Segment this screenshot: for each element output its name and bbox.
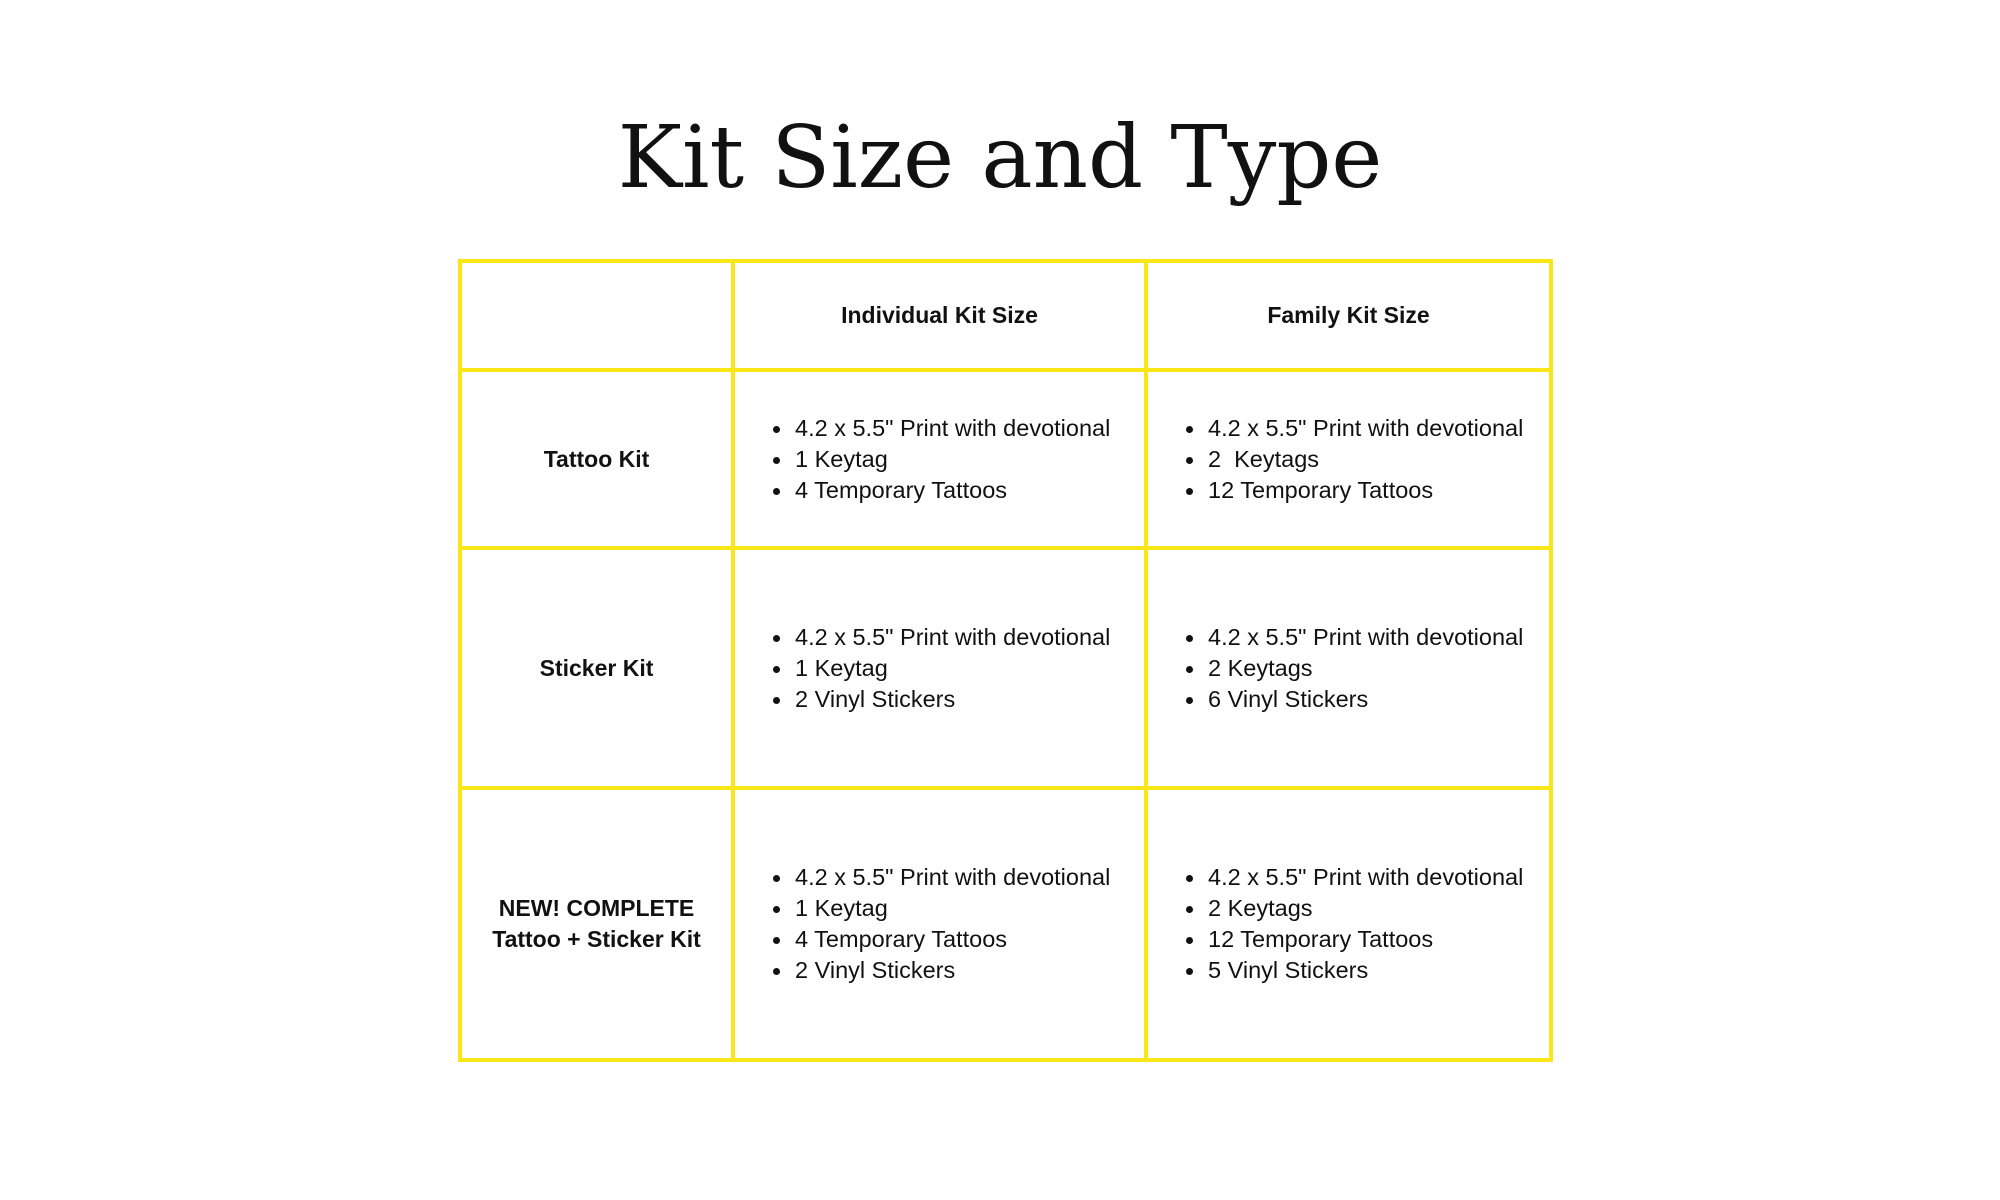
list-item: 1 Keytag: [771, 653, 1132, 684]
list-item: 12 Temporary Tattoos: [1184, 475, 1537, 506]
list-item: 4.2 x 5.5" Print with devotional: [771, 862, 1132, 893]
family-items-cell: [1146, 548, 1551, 788]
list-item: 2 Keytags: [1184, 653, 1537, 684]
family-items-list: [1184, 862, 1537, 986]
family-items-list: [1184, 622, 1537, 715]
table-header-row: [460, 261, 1551, 370]
family-items-list: [1184, 413, 1537, 506]
table-row-complete-kit: [460, 788, 1551, 1060]
individual-items-list: [771, 413, 1132, 506]
table-row-sticker-kit: [460, 548, 1551, 788]
kit-type-label-line-1: NEW! COMPLETE: [498, 895, 695, 921]
individual-items-list: [771, 862, 1132, 986]
kit-type-cell: [460, 548, 733, 788]
list-item: 2 Vinyl Stickers: [771, 955, 1132, 986]
list-item: 4 Temporary Tattoos: [771, 475, 1132, 506]
table-row-tattoo-kit: [460, 370, 1551, 548]
kit-type-label: Sticker Kit: [539, 654, 654, 681]
header-individual-kit-size: Individual Kit Size: [733, 261, 1146, 370]
individual-items-cell: [733, 788, 1146, 1060]
individual-items-list: [771, 622, 1132, 715]
list-item: 4.2 x 5.5" Print with devotional: [1184, 862, 1537, 893]
list-item: 2 Vinyl Stickers: [771, 684, 1132, 715]
list-item: 12 Temporary Tattoos: [1184, 924, 1537, 955]
header-corner-cell: [460, 261, 733, 370]
list-item: 1 Keytag: [771, 893, 1132, 924]
list-item: 4.2 x 5.5" Print with devotional: [1184, 413, 1537, 444]
kit-type-cell: [460, 370, 733, 548]
list-item: 4 Temporary Tattoos: [771, 924, 1132, 955]
kit-type-label-line-2: Tattoo + Sticker Kit: [492, 926, 701, 952]
list-item: 6 Vinyl Stickers: [1184, 684, 1537, 715]
kit-type-label: Tattoo Kit: [543, 445, 650, 472]
page-title: Kit Size and Type: [617, 108, 1383, 208]
family-items-cell: [1146, 370, 1551, 548]
kit-comparison-table: [458, 259, 1553, 1062]
list-item: 2 Keytags: [1184, 444, 1537, 475]
header-family-kit-size: Family Kit Size: [1146, 261, 1551, 370]
list-item: 4.2 x 5.5" Print with devotional: [1184, 622, 1537, 653]
kit-type-cell: [460, 788, 733, 1060]
list-item: 4.2 x 5.5" Print with devotional: [771, 622, 1132, 653]
list-item: 2 Keytags: [1184, 893, 1537, 924]
list-item: 5 Vinyl Stickers: [1184, 955, 1537, 986]
list-item: 4.2 x 5.5" Print with devotional: [771, 413, 1132, 444]
family-items-cell: [1146, 788, 1551, 1060]
list-item: 1 Keytag: [771, 444, 1132, 475]
individual-items-cell: [733, 548, 1146, 788]
individual-items-cell: [733, 370, 1146, 548]
